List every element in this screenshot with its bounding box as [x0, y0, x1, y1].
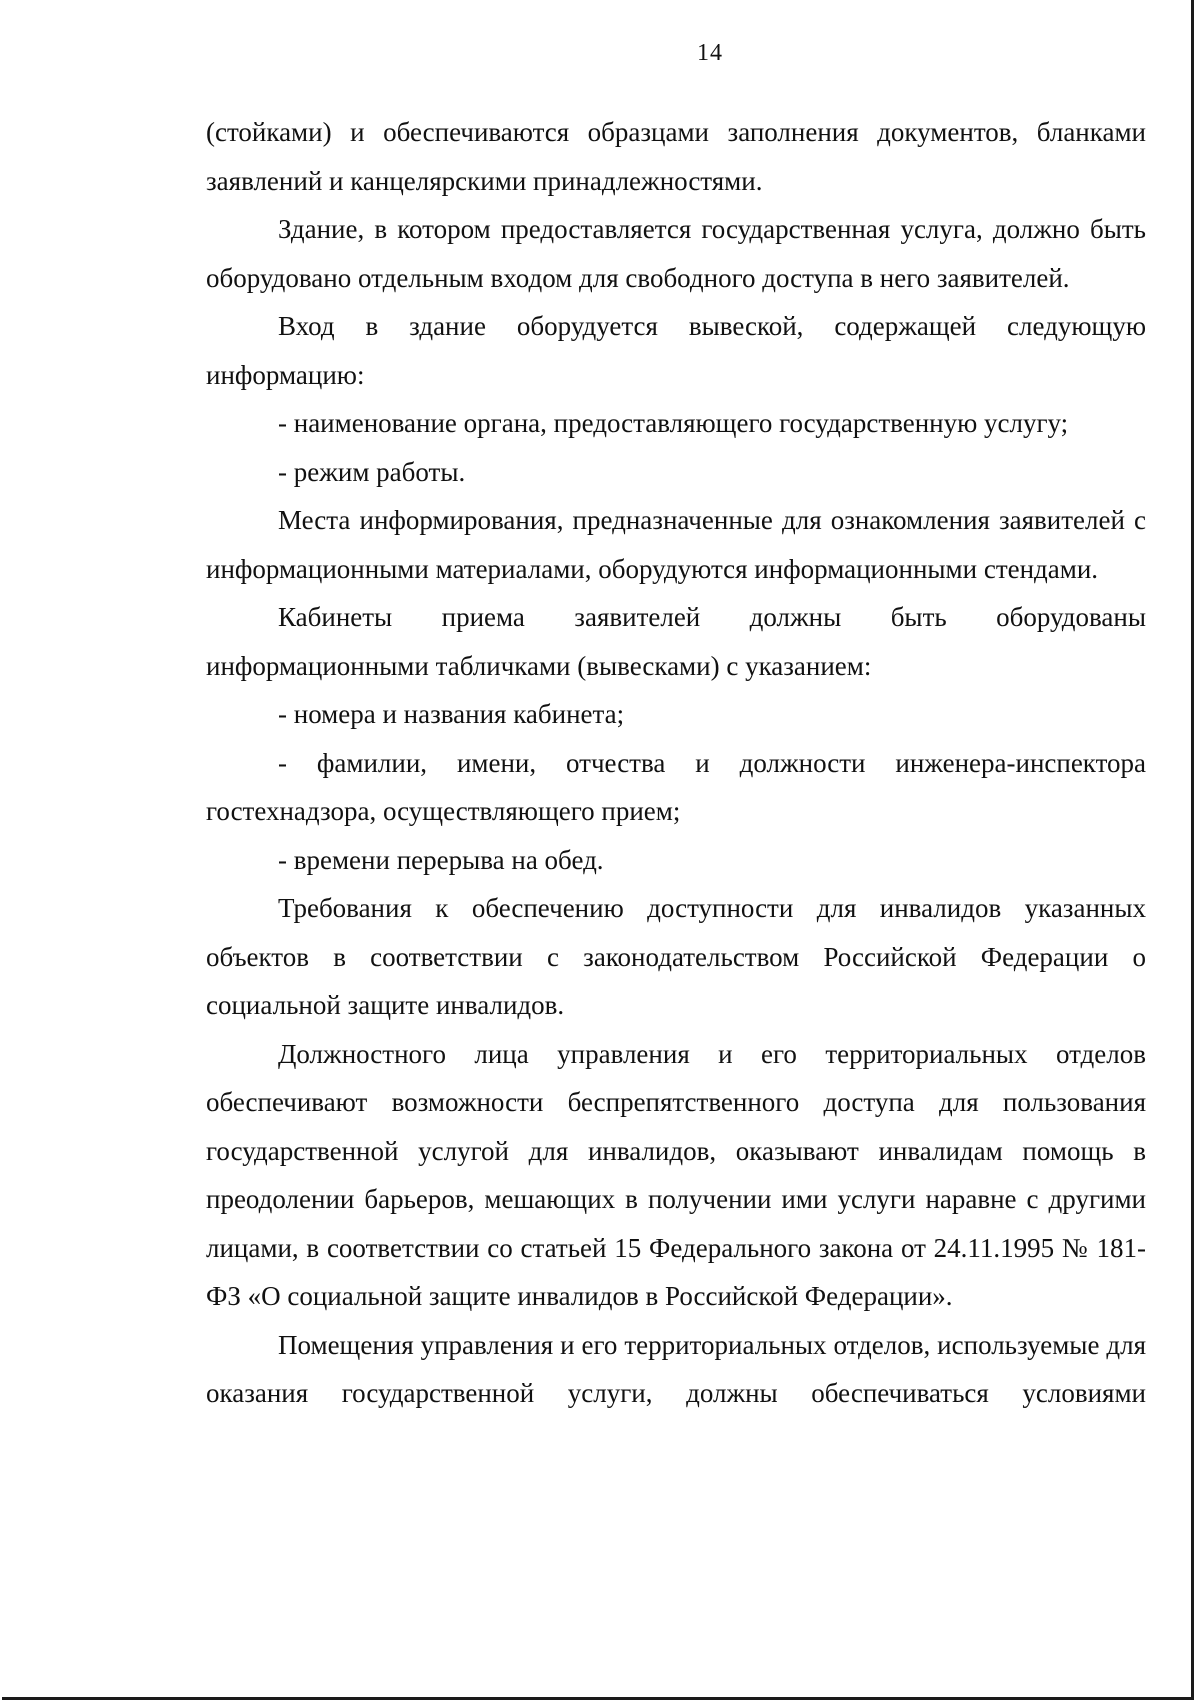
document-body	[206, 108, 1146, 1418]
paragraph: Требования к обеспечению доступности для инвалидов указанных объектов в соответствии с законодательством Российской Федерации о социальной защите инвалидов.	[206, 893, 1146, 1020]
list-item: - фамилии, имени, отчества и должности инженера-инспектора гостехнадзора, осуществляющего прием;	[206, 747, 1146, 826]
page-number: 14	[697, 40, 723, 66]
list-item: - режим работы.	[278, 456, 466, 487]
paragraph: Помещения управления и его территориальных отделов, используемые для оказания государственной услуги, должны обеспечиваться условиями	[206, 1329, 1146, 1408]
paragraph: Должностного лица управления и его территориальных отделов обеспечивают возможности беспрепятственного доступа для пользования государственной услугой для инвалидов, оказывают инвалидам помощь в преодолении барьеров, мешающих в получении ими услуги наравне с другими лицами, в соответствии со статьей 15 Федерального закона от 24.11.1995 № 181-ФЗ «О социальной защите инвалидов в Российской Федерации».	[206, 1038, 1146, 1311]
list-item: - времени перерыва на обед.	[278, 844, 604, 875]
paragraph: Места информирования, предназначенные для ознакомления заявителей с информационными материалами, оборудуются информационными стендами.	[206, 505, 1146, 584]
paragraph: (стойками) и обеспечиваются образцами заполнения документов, бланками заявлений и канцелярскими принадлежностями.	[206, 117, 1146, 196]
list-item: - номера и названия кабинета;	[278, 699, 625, 729]
paragraph: Кабинеты приема заявителей должны быть оборудованы информационными табличками (вывесками) с указанием:	[206, 602, 1146, 681]
paragraph: Здание, в котором предоставляется государственная услуга, должно быть оборудовано отдельным входом для свободного доступа в него заявителей.	[206, 214, 1146, 293]
list-item: - наименование органа, предоставляющего государственную услугу;	[278, 408, 1069, 438]
paragraph: Вход в здание оборудуется вывеской, содержащей следующую информацию:	[206, 311, 1146, 390]
